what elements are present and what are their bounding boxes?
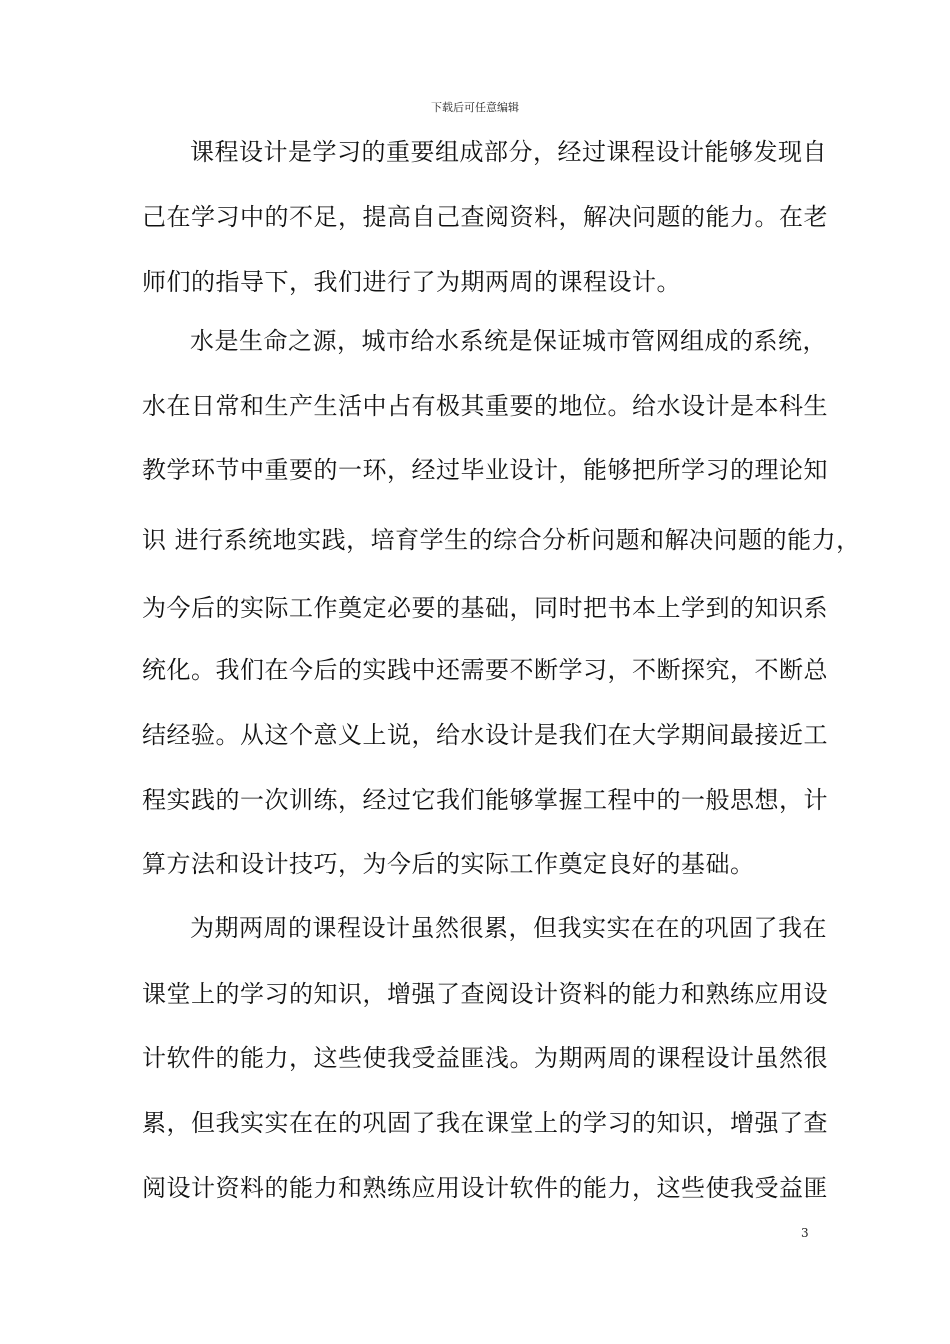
text-line: 为期两周的课程设计虽然很累，但我实实在在的巩固了我在	[190, 914, 827, 942]
text-line: 累，但我实实在在的巩固了我在课堂上的学习的知识，增强了查	[142, 1109, 828, 1137]
text-line: 水是生命之源，城市给水系统是保证城市管网组成的系统，	[190, 327, 827, 355]
text-line: 课程设计是学习的重要组成部分，经过课程设计能够发现自	[190, 138, 827, 166]
text-line: 算方法和设计技巧，为今后的实际工作奠定良好的基础。	[142, 850, 755, 878]
text-line: 己在学习中的不足，提高自己查阅资料，解决问题的能力。在老	[142, 203, 828, 231]
text-line: 结经验。从这个意义上说，给水设计是我们在大学期间最接近工	[142, 721, 828, 749]
page-header: 下载后可任意编辑	[431, 101, 519, 114]
text-line: 课堂上的学习的知识，增强了查阅设计资料的能力和熟练应用设	[142, 980, 828, 1008]
text-line: 教学环节中重要的一环，经过毕业设计，能够把所学习的理论知	[142, 456, 828, 484]
text-line: 计软件的能力，这些使我受益匪浅。为期两周的课程设计虽然很	[142, 1044, 828, 1072]
text-line: 为今后的实际工作奠定必要的基础，同时把书本上学到的知识系	[142, 594, 828, 622]
page-number: 3	[801, 1226, 809, 1240]
text-line: 识 进行系统地实践，培育学生的综合分析问题和解决问题的能力，	[142, 526, 861, 554]
text-line: 水在日常和生产生活中占有极其重要的地位。给水设计是本科生	[142, 392, 828, 420]
text-line: 师们的指导下，我们进行了为期两周的课程设计。	[142, 268, 681, 296]
text-line: 统化。我们在今后的实践中还需要不断学习，不断探究，不断总	[142, 656, 828, 684]
text-line: 阅设计资料的能力和熟练应用设计软件的能力，这些使我受益匪	[142, 1174, 828, 1202]
text-line: 程实践的一次训练，经过它我们能够掌握工程中的一般思想，计	[142, 786, 828, 814]
